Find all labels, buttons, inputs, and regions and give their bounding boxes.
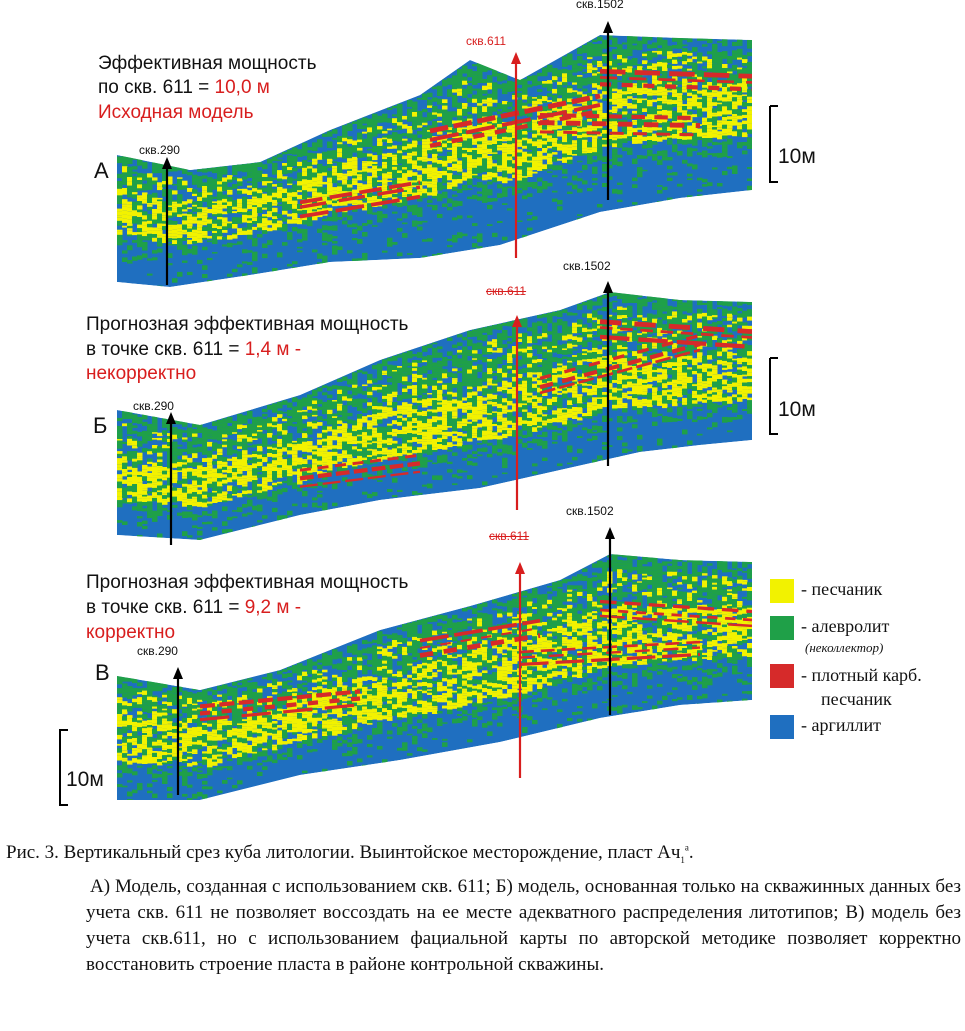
- scale-label-a: 10м: [778, 145, 816, 168]
- panel-a-letter: А: [94, 158, 109, 183]
- scale-label-c: 10м: [66, 768, 104, 791]
- figure-caption-body: А) Модель, созданная с использованием скв. 611; Б) модель, основанная только на скважинных данных без учета скв. 611 не позволяет воссоздать на ее месте адекватного распределения литотипов; В) модель без учета скв.611, но с использованием фациальной карты по авторской методике позволяет корректно восстановить строение пласта в районе контрольной скважины.: [86, 876, 961, 975]
- legend-label-dense-carbonate: - плотный карб.: [801, 665, 922, 685]
- panel-b-title-line2: в точке скв. 611 = 1,4 м -: [86, 339, 302, 360]
- legend-note-siltstone: (неколлектор): [805, 640, 884, 655]
- panel-c-value: 9,2 м -: [244, 597, 302, 618]
- well-611-label-c: скв.611: [489, 529, 530, 543]
- panel-b-verdict: некорректно: [86, 363, 197, 384]
- figure-caption-title: Рис. 3. Вертикальный срез куба литологии. Выинтойское месторождение, пласт $Ач_1^а$.: [6, 842, 694, 865]
- well-290-label-b: скв.290: [133, 399, 174, 413]
- legend-swatch-mudstone: [770, 715, 794, 739]
- legend-label-siltstone: - алевролит: [801, 616, 890, 636]
- well-1502-label-c: скв.1502: [566, 504, 614, 518]
- well-1502-label-a: скв.1502: [576, 0, 624, 11]
- panel-c-title-line2: в точке скв. 611 = 9,2 м -: [86, 597, 302, 618]
- legend-label-sandstone: - песчаник: [801, 579, 883, 599]
- scale-bracket: [770, 106, 778, 182]
- legend-label-dense-carbonate-2: песчаник: [821, 689, 892, 709]
- well-611-label-a: скв.611: [466, 34, 507, 48]
- well-290-label-a: скв.290: [139, 143, 180, 157]
- panel-a-value: 10,0 м: [214, 77, 270, 98]
- panel-b-title-line1: Прогнозная эффективная мощность: [86, 314, 409, 335]
- legend-swatch-sandstone: [770, 579, 794, 603]
- panel-b-letter: Б: [93, 413, 108, 438]
- panel-a-verdict: Исходная модель: [98, 102, 254, 123]
- panel-a-title-line1: Эффективная мощность: [98, 53, 317, 74]
- panel-b-value: 1,4 м -: [244, 339, 302, 360]
- panel-a-title-line2: по скв. 611 = 10,0 м: [98, 77, 270, 98]
- panel-c-letter: В: [95, 660, 110, 685]
- panel-c-verdict: корректно: [86, 622, 176, 643]
- legend-swatch-dense-carbonate: [770, 664, 794, 688]
- scale-bracket: [770, 358, 778, 434]
- well-1502-label-b: скв.1502: [563, 259, 611, 273]
- well-611-label-b: скв.611: [486, 284, 527, 298]
- scale-label-b: 10м: [778, 398, 816, 421]
- legend-label-mudstone: - аргиллит: [801, 715, 881, 735]
- well-290-label-c: скв.290: [137, 644, 178, 658]
- legend-swatch-siltstone: [770, 616, 794, 640]
- panel-c-title-line1: Прогнозная эффективная мощность: [86, 572, 409, 593]
